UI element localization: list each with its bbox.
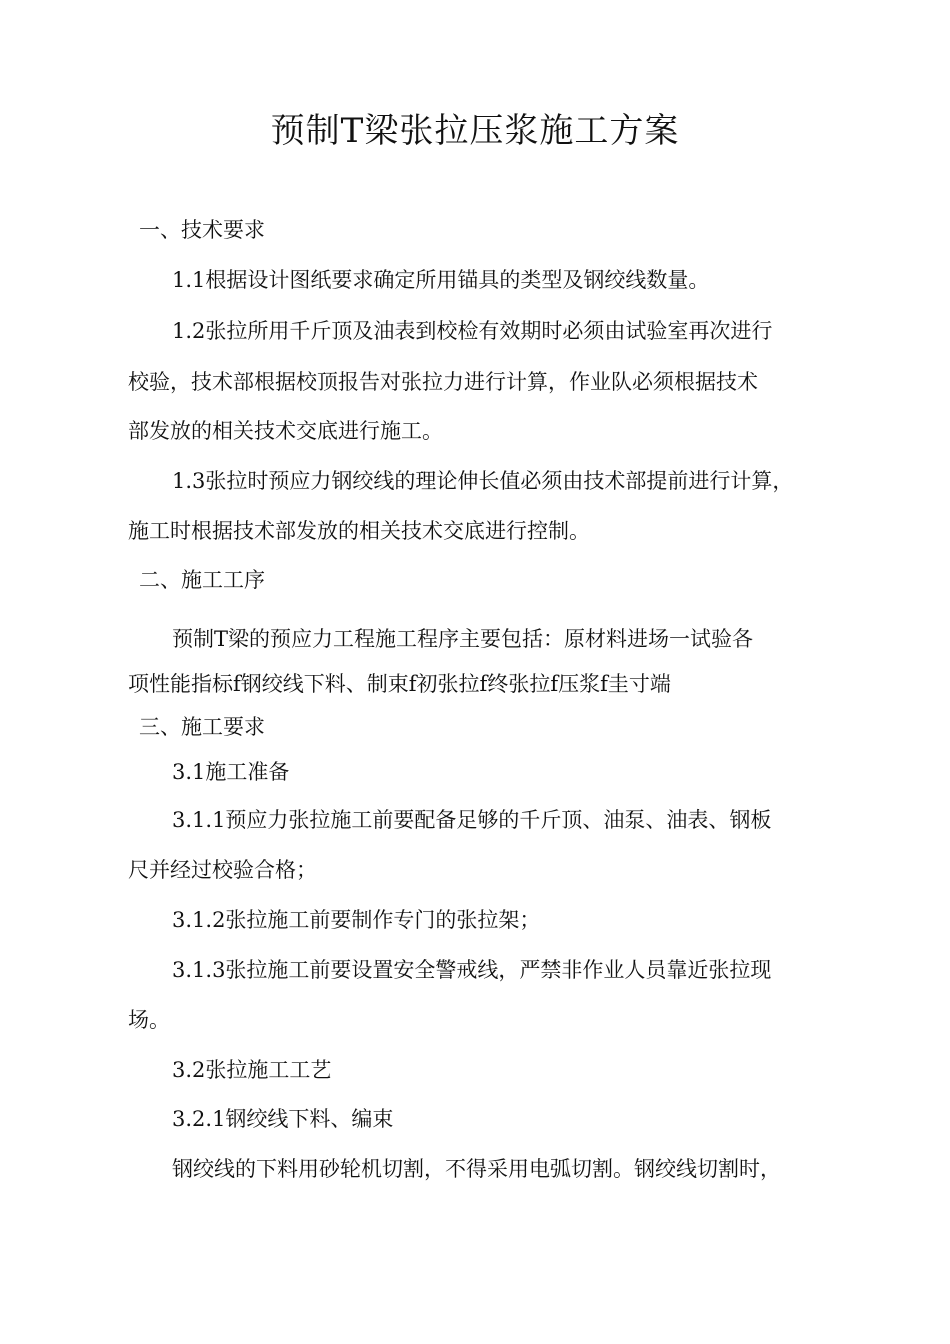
section-heading-technical-requirements: 一、技术要求 [139,218,265,242]
paragraph-line: 部发放的相关技术交底进行施工。 [128,419,443,443]
paragraph-line: 1.1根据设计图纸要求确定所用锚具的类型及钢绞线数量。 [172,268,710,292]
paragraph-line: 3.1.2张拉施工前要制作专门的张拉架； [172,908,541,932]
section-heading-construction-requirements: 三、施工要求 [139,715,265,739]
paragraph-line: 3.1.3张拉施工前要设置安全警戒线，严禁非作业人员靠近张拉现 [172,958,772,982]
subsection-heading: 3.2张拉施工工艺 [172,1058,332,1082]
paragraph-line: 钢绞线的下料用砂轮机切割，不得采用电弧切割。钢绞线切割时， [172,1157,781,1181]
paragraph-line: 施工时根据技术部发放的相关技术交底进行控制。 [128,519,590,543]
paragraph-line: 场。 [128,1008,170,1032]
paragraph-line: 校验，技术部根据校顶报告对张拉力进行计算，作业队必须根据技术 [128,370,758,394]
subsection-heading: 3.1施工准备 [172,760,290,784]
subsection-heading: 3.2.1钢绞线下料、编束 [172,1107,394,1131]
document-title: 预制T梁张拉压浆施工方案 [270,111,680,151]
paragraph-line: 项性能指标f钢绞线下料、制束f初张拉f终张拉f压浆f圭寸端 [128,672,671,696]
paragraph-line: 3.1.1预应力张拉施工前要配备足够的千斤顶、油泵、油表、钢板 [172,808,772,832]
section-heading-construction-process: 二、施工工序 [139,568,265,592]
paragraph-line: 1.2张拉所用千斤顶及油表到校检有效期时必须由试验室再次进行 [172,319,773,343]
paragraph-line: 尺并经过校验合格； [128,858,317,882]
paragraph-line: 1.3张拉时预应力钢绞线的理论伸长值必须由技术部提前进行计算， [172,469,794,493]
paragraph-line: 预制T梁的预应力工程施工程序主要包括：原材料进场一试验各 [172,627,754,651]
